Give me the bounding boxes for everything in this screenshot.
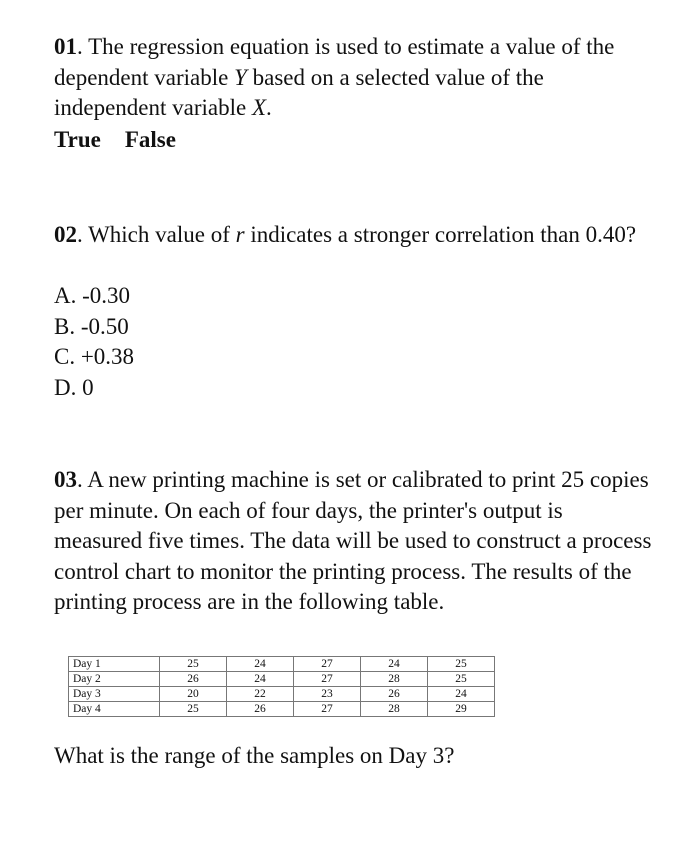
table-cell: 25 — [160, 657, 227, 672]
question-03 — [54, 465, 654, 618]
table-cell: 20 — [160, 687, 227, 702]
table-cell: 24 — [428, 687, 495, 702]
table-row — [69, 702, 495, 717]
table-cell: 29 — [428, 702, 495, 717]
day-label: Day 4 — [69, 702, 160, 717]
table-cell: 24 — [227, 657, 294, 672]
table-cell: 24 — [227, 672, 294, 687]
day-label: Day 1 — [69, 657, 160, 672]
table-cell: 23 — [294, 687, 361, 702]
table-cell: 27 — [294, 672, 361, 687]
table-cell: 22 — [227, 687, 294, 702]
variable-r: r — [235, 222, 245, 247]
question-text: . — [266, 95, 272, 120]
table-row — [69, 672, 495, 687]
question-text: . Which value of — [77, 222, 236, 247]
table-cell: 27 — [294, 702, 361, 717]
day-label: Day 2 — [69, 672, 160, 687]
table-row — [69, 657, 495, 672]
followup-question: What is the range of the samples on Day 3? — [54, 743, 455, 768]
option-a[interactable]: A. -0.30 — [54, 283, 131, 308]
question-number: 03 — [54, 467, 77, 492]
table-cell: 26 — [227, 702, 294, 717]
printer-output-table — [68, 656, 495, 717]
question-number: 02 — [54, 222, 77, 247]
true-option[interactable]: True — [54, 127, 101, 152]
question-text: . The regression equation is used to estimate a value of the dependent variable — [54, 34, 615, 90]
table-cell: 28 — [361, 672, 428, 687]
table-cell: 24 — [361, 657, 428, 672]
question-01 — [54, 32, 654, 124]
table-cell: 27 — [294, 657, 361, 672]
question-text: . A new printing machine is set or calibrated to print 25 copies per minute. On each of four days, the printer's output is measured five times. The data will be used to construct a process control chart to monitor the printing process. The results of the printing process are in the following table. — [54, 467, 652, 614]
question-text: based on a selected value of the independent variable — [54, 64, 544, 120]
false-option[interactable]: False — [124, 127, 176, 152]
variable-y: Y — [234, 64, 247, 90]
day-label: Day 3 — [69, 687, 160, 702]
table-cell: 25 — [428, 672, 495, 687]
question-text: indicates a stronger correlation than 0.40? — [244, 222, 637, 247]
variable-x: X — [251, 95, 267, 120]
option-c[interactable]: C. +0.38 — [54, 344, 135, 369]
true-false-options — [54, 125, 200, 155]
table-cell: 25 — [428, 657, 495, 672]
table-cell: 26 — [361, 687, 428, 702]
option-d[interactable]: D. 0 — [54, 374, 94, 400]
option-b[interactable]: B. -0.50 — [54, 313, 129, 339]
table-cell: 26 — [160, 672, 227, 687]
question-number: 01 — [54, 34, 77, 59]
answer-options — [54, 281, 134, 403]
question-02 — [54, 220, 636, 251]
table-row — [69, 687, 495, 702]
table-cell: 28 — [361, 702, 428, 717]
table-cell: 25 — [160, 702, 227, 717]
